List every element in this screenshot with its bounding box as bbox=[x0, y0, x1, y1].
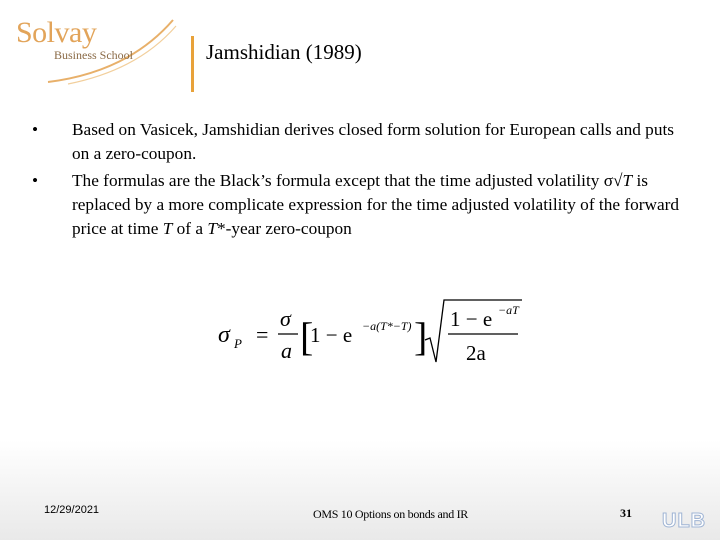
background-fade bbox=[0, 440, 720, 540]
bullet-text-part: is replaced by a more complicate expression for the time adjusted volatility of the forward price at time bbox=[72, 171, 680, 238]
footer-course-title: OMS 10 Options on bonds and IR bbox=[313, 507, 469, 521]
slide-title: Jamshidian (1989) bbox=[206, 40, 362, 64]
bullet-text-part: The formulas are the Black’s formula except that the time adjusted volatility σ√ bbox=[72, 171, 623, 190]
formula-lhs: σ bbox=[218, 322, 230, 348]
bullet-item bbox=[30, 118, 680, 166]
bullet-marker: • bbox=[32, 171, 39, 190]
logo-subtitle: Business School bbox=[54, 48, 134, 62]
bracket-exponent: −a(T*−T) bbox=[362, 319, 412, 333]
logo-word: Solvay bbox=[16, 16, 97, 49]
root-denominator: 2a bbox=[466, 341, 486, 365]
bullet-item bbox=[30, 169, 680, 241]
page-number: 31 bbox=[620, 506, 632, 520]
solvay-logo bbox=[8, 12, 178, 92]
bullet-list bbox=[30, 118, 680, 244]
bracket-body: 1 − e bbox=[310, 323, 353, 347]
bullet-text-part: of a bbox=[172, 219, 208, 238]
root-exponent: −aT bbox=[498, 303, 519, 317]
bracket-close: ] bbox=[414, 314, 428, 359]
frac-numerator: σ bbox=[280, 306, 291, 331]
root-numerator: 1 − e bbox=[450, 307, 493, 331]
formula-equals: = bbox=[256, 322, 269, 347]
volatility-formula bbox=[212, 294, 532, 374]
bullet-text bbox=[72, 169, 680, 241]
math-var-T: T bbox=[207, 219, 217, 238]
title-accent-bar bbox=[191, 36, 194, 92]
bullet-text: Based on Vasicek, Jamshidian derives closed form solution for European calls and puts on a zero-coupon. bbox=[72, 120, 674, 163]
footer-date: 12/29/2021 bbox=[44, 504, 100, 516]
math-var-T: T bbox=[162, 219, 173, 238]
formula-lhs-sub: P bbox=[234, 336, 242, 351]
math-var-T: T bbox=[622, 171, 633, 190]
formula-svg bbox=[212, 294, 532, 374]
bullet-text-part: *-year zero-coupon bbox=[216, 219, 352, 238]
bracket-open: [ bbox=[300, 314, 314, 359]
bullet-marker: • bbox=[32, 120, 39, 139]
ulb-logo: ULB bbox=[662, 510, 707, 532]
frac-denominator: a bbox=[281, 338, 292, 363]
